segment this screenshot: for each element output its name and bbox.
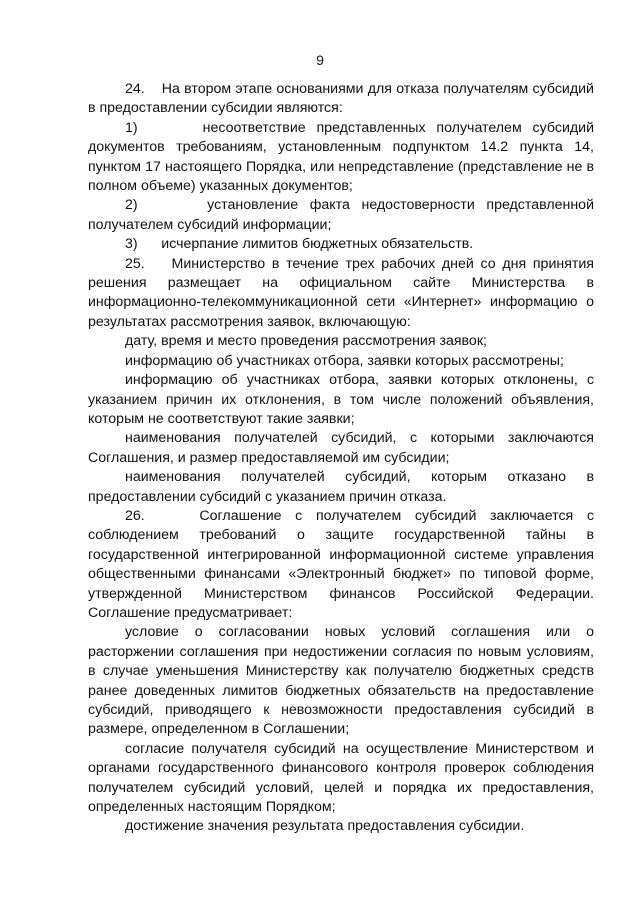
list-item-2: 2) установление факта недостоверности представленной получателем субсидий информации; <box>88 197 594 233</box>
info-item-refused: наименования получателей субсидий, которым отказано в предоставлении субсидий с указанием причин отказа. <box>88 469 594 505</box>
info-item-rejected: информацию об участниках отбора, заявки которых отклонены, с указанием причин их отклонения, в том числе положений объявления, которым не соответствуют такие заявки; <box>88 372 594 427</box>
agreement-item-consent: согласие получателя субсидий на осуществление Министерством и органами государственного финансового контроля проверок соблюдения получателем субсидий условий, целей и порядка их предоставления, определенных настоящим Порядком; <box>88 740 594 816</box>
agreement-item-result: достижение значения результата предоставления субсидии. <box>125 818 525 835</box>
info-item-recipients: наименования получателей субсидий, с которыми заключаются Соглашения, и размер предоставляемой им субсидии; <box>88 430 594 466</box>
agreement-item-conditions: условие о согласовании новых условий соглашения или о расторжении соглашения при недостижении согласия по новым условиям, в случае уменьшения Министерству как получателю бюджетных средств ранее доведенных лимитов бюджетных обязательств на предоставление субсидий, приводящего к невозможности предоставления субсидий в размере, определенном в Соглашении; <box>88 624 594 738</box>
paragraph-24: 24. На втором этапе основаниями для отказа получателям субсидий в предоставлении субсидии являются: <box>88 81 594 117</box>
paragraph-25: 25. Министерство в течение трех рабочих дней со дня принятия решения размещает на официальном сайте Министерства в информационно-телекоммуникационной сети «Интернет» информацию о результатах рассмотрения заявок, включающую: <box>88 255 594 330</box>
info-item-date: дату, время и место проведения рассмотрения заявок; <box>125 333 487 350</box>
info-item-reviewed: информацию об участниках отбора, заявки которых рассмотрены; <box>125 352 564 369</box>
page-number: 9 <box>316 52 324 68</box>
paragraph-26: 26. Соглашение с получателем субсидий заключается с соблюдением требований о защите государственной тайны в государственной интегрированной информационной системе управления общественными финансами «Электронный бюджет» по типовой форме, утвержденной Министерством финансов Российской Федерации. Соглашение предусматривает: <box>88 507 594 621</box>
list-item-1: 1) несоответствие представленных получателем субсидий документов требованиям, установленным подпунктом 14.2 пункта 14, пунктом 17 настоящего Порядка, или непредставление (представление не в полном объеме) указанных документов; <box>88 119 594 195</box>
list-item-3: 3) исчерпание лимитов бюджетных обязательств. <box>125 236 474 253</box>
document-body <box>88 80 594 837</box>
